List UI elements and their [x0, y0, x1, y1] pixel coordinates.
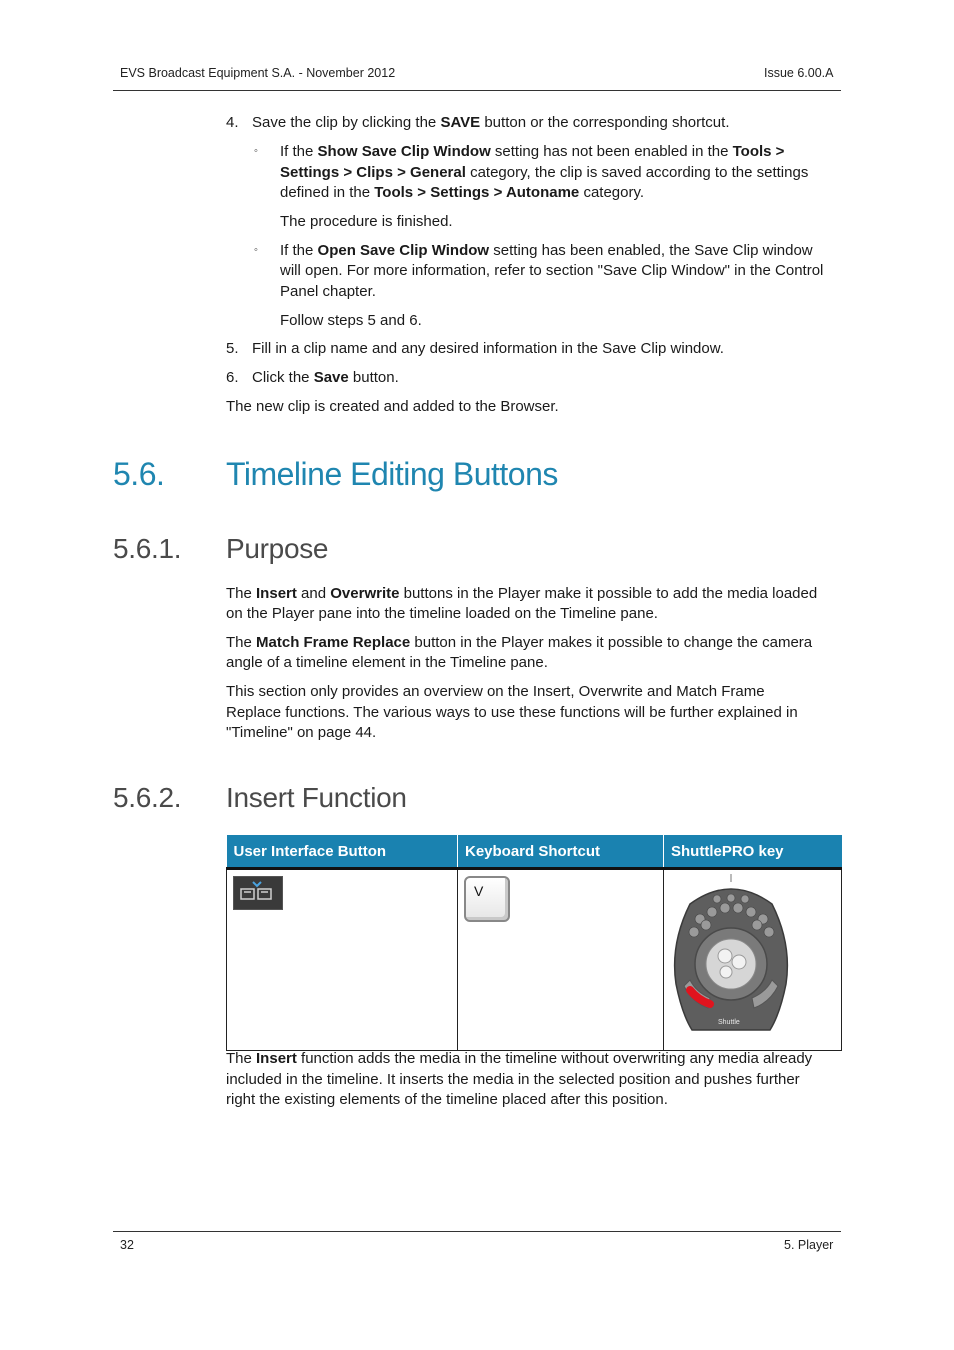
sub-bullet-2: ◦ [254, 244, 258, 256]
sub-1-note: The procedure is finished. [280, 213, 453, 230]
insert-para-line-2: included in the timeline. It inserts the media in the selected position and pushes further [226, 1071, 800, 1088]
sub-2-note: Follow steps 5 and 6. [280, 312, 422, 329]
sub-1-line-3: defined in the Tools > Settings > Autoname category. [280, 184, 645, 201]
purpose-p1-line-1: The Insert and Overwrite buttons in the Player make it possible to add the media loaded [226, 585, 818, 602]
step-5-number: 5. [226, 340, 239, 357]
step-6-number: 6. [226, 369, 239, 386]
page-number: 32 [120, 1238, 134, 1252]
sub-2-line-3: Panel chapter. [280, 283, 376, 300]
insert-para-line-1: The Insert function adds the media in the timeline without overwriting any media already [226, 1050, 813, 1067]
shortcut-table [226, 835, 842, 1051]
sub-bullet-1: ◦ [254, 145, 258, 157]
purpose-p3-line-1: This section only provides an overview on the Insert, Overwrite and Match Frame [226, 683, 765, 700]
insert-para-line-3: right the existing elements of the timeline placed after this position. [226, 1091, 668, 1108]
section-number: 5.6. [113, 456, 165, 492]
footer-rule [113, 1231, 841, 1232]
cell-shuttlepro-key [664, 869, 842, 1051]
purpose-p3-line-3: "Timeline" on page 44. [226, 724, 377, 741]
step-6-text: Click the Save button. [252, 369, 399, 386]
insert-number: 5.6.2. [113, 782, 182, 813]
purpose-p3-line-2: Replace functions. The various ways to use these functions will be further explained in [226, 704, 798, 721]
cell-ui-button [227, 869, 458, 1051]
step-5-text: Fill in a clip name and any desired information in the Save Clip window. [252, 340, 724, 357]
shuttlepro-device-image [670, 874, 792, 1032]
result-text: The new clip is created and added to the Browser. [226, 398, 559, 415]
header-rule [113, 90, 841, 91]
v-key-icon [464, 876, 510, 922]
purpose-title: Purpose [226, 533, 329, 564]
insert-button-icon [233, 876, 283, 910]
step-4-number: 4. [226, 114, 239, 131]
sub-2-line-1: If the Open Save Clip Window setting has been enabled, the Save Clip window [280, 242, 813, 259]
purpose-p2-line-2: angle of a timeline element in the Timeline pane. [226, 654, 548, 671]
table-header-row [227, 835, 842, 869]
header-ui-button: User Interface Button [227, 835, 458, 869]
sub-1-line-1: If the Show Save Clip Window setting has not been enabled in the Tools > [280, 143, 785, 160]
key-label: V [474, 883, 484, 899]
purpose-number: 5.6.1. [113, 533, 182, 564]
footer-chapter: 5. Player [784, 1238, 834, 1252]
step-4-text: Save the clip by clicking the SAVE button or the corresponding shortcut. [252, 114, 730, 131]
section-title: Timeline Editing Buttons [226, 456, 558, 492]
sub-2-line-2: will open. For more information, refer to section "Save Clip Window" in the Control [280, 262, 824, 279]
header-left: EVS Broadcast Equipment S.A. - November 2012 [120, 66, 396, 80]
purpose-p2-line-1: The Match Frame Replace button in the Player makes it possible to change the camera [226, 634, 813, 651]
insert-title: Insert Function [226, 782, 407, 813]
device-brand: Shuttle [718, 1019, 740, 1026]
purpose-p1-line-2: on the Player pane into the timeline loaded on the Timeline pane. [226, 605, 658, 622]
header-shuttlepro-key: ShuttlePRO key [664, 835, 842, 869]
sub-1-line-2: Settings > Clips > General category, the clip is saved according to the settings [280, 164, 809, 181]
cell-keyboard-shortcut [458, 869, 664, 1051]
header-keyboard-shortcut: Keyboard Shortcut [458, 835, 664, 869]
header-right: Issue 6.00.A [764, 66, 834, 80]
table-row [227, 869, 842, 1051]
